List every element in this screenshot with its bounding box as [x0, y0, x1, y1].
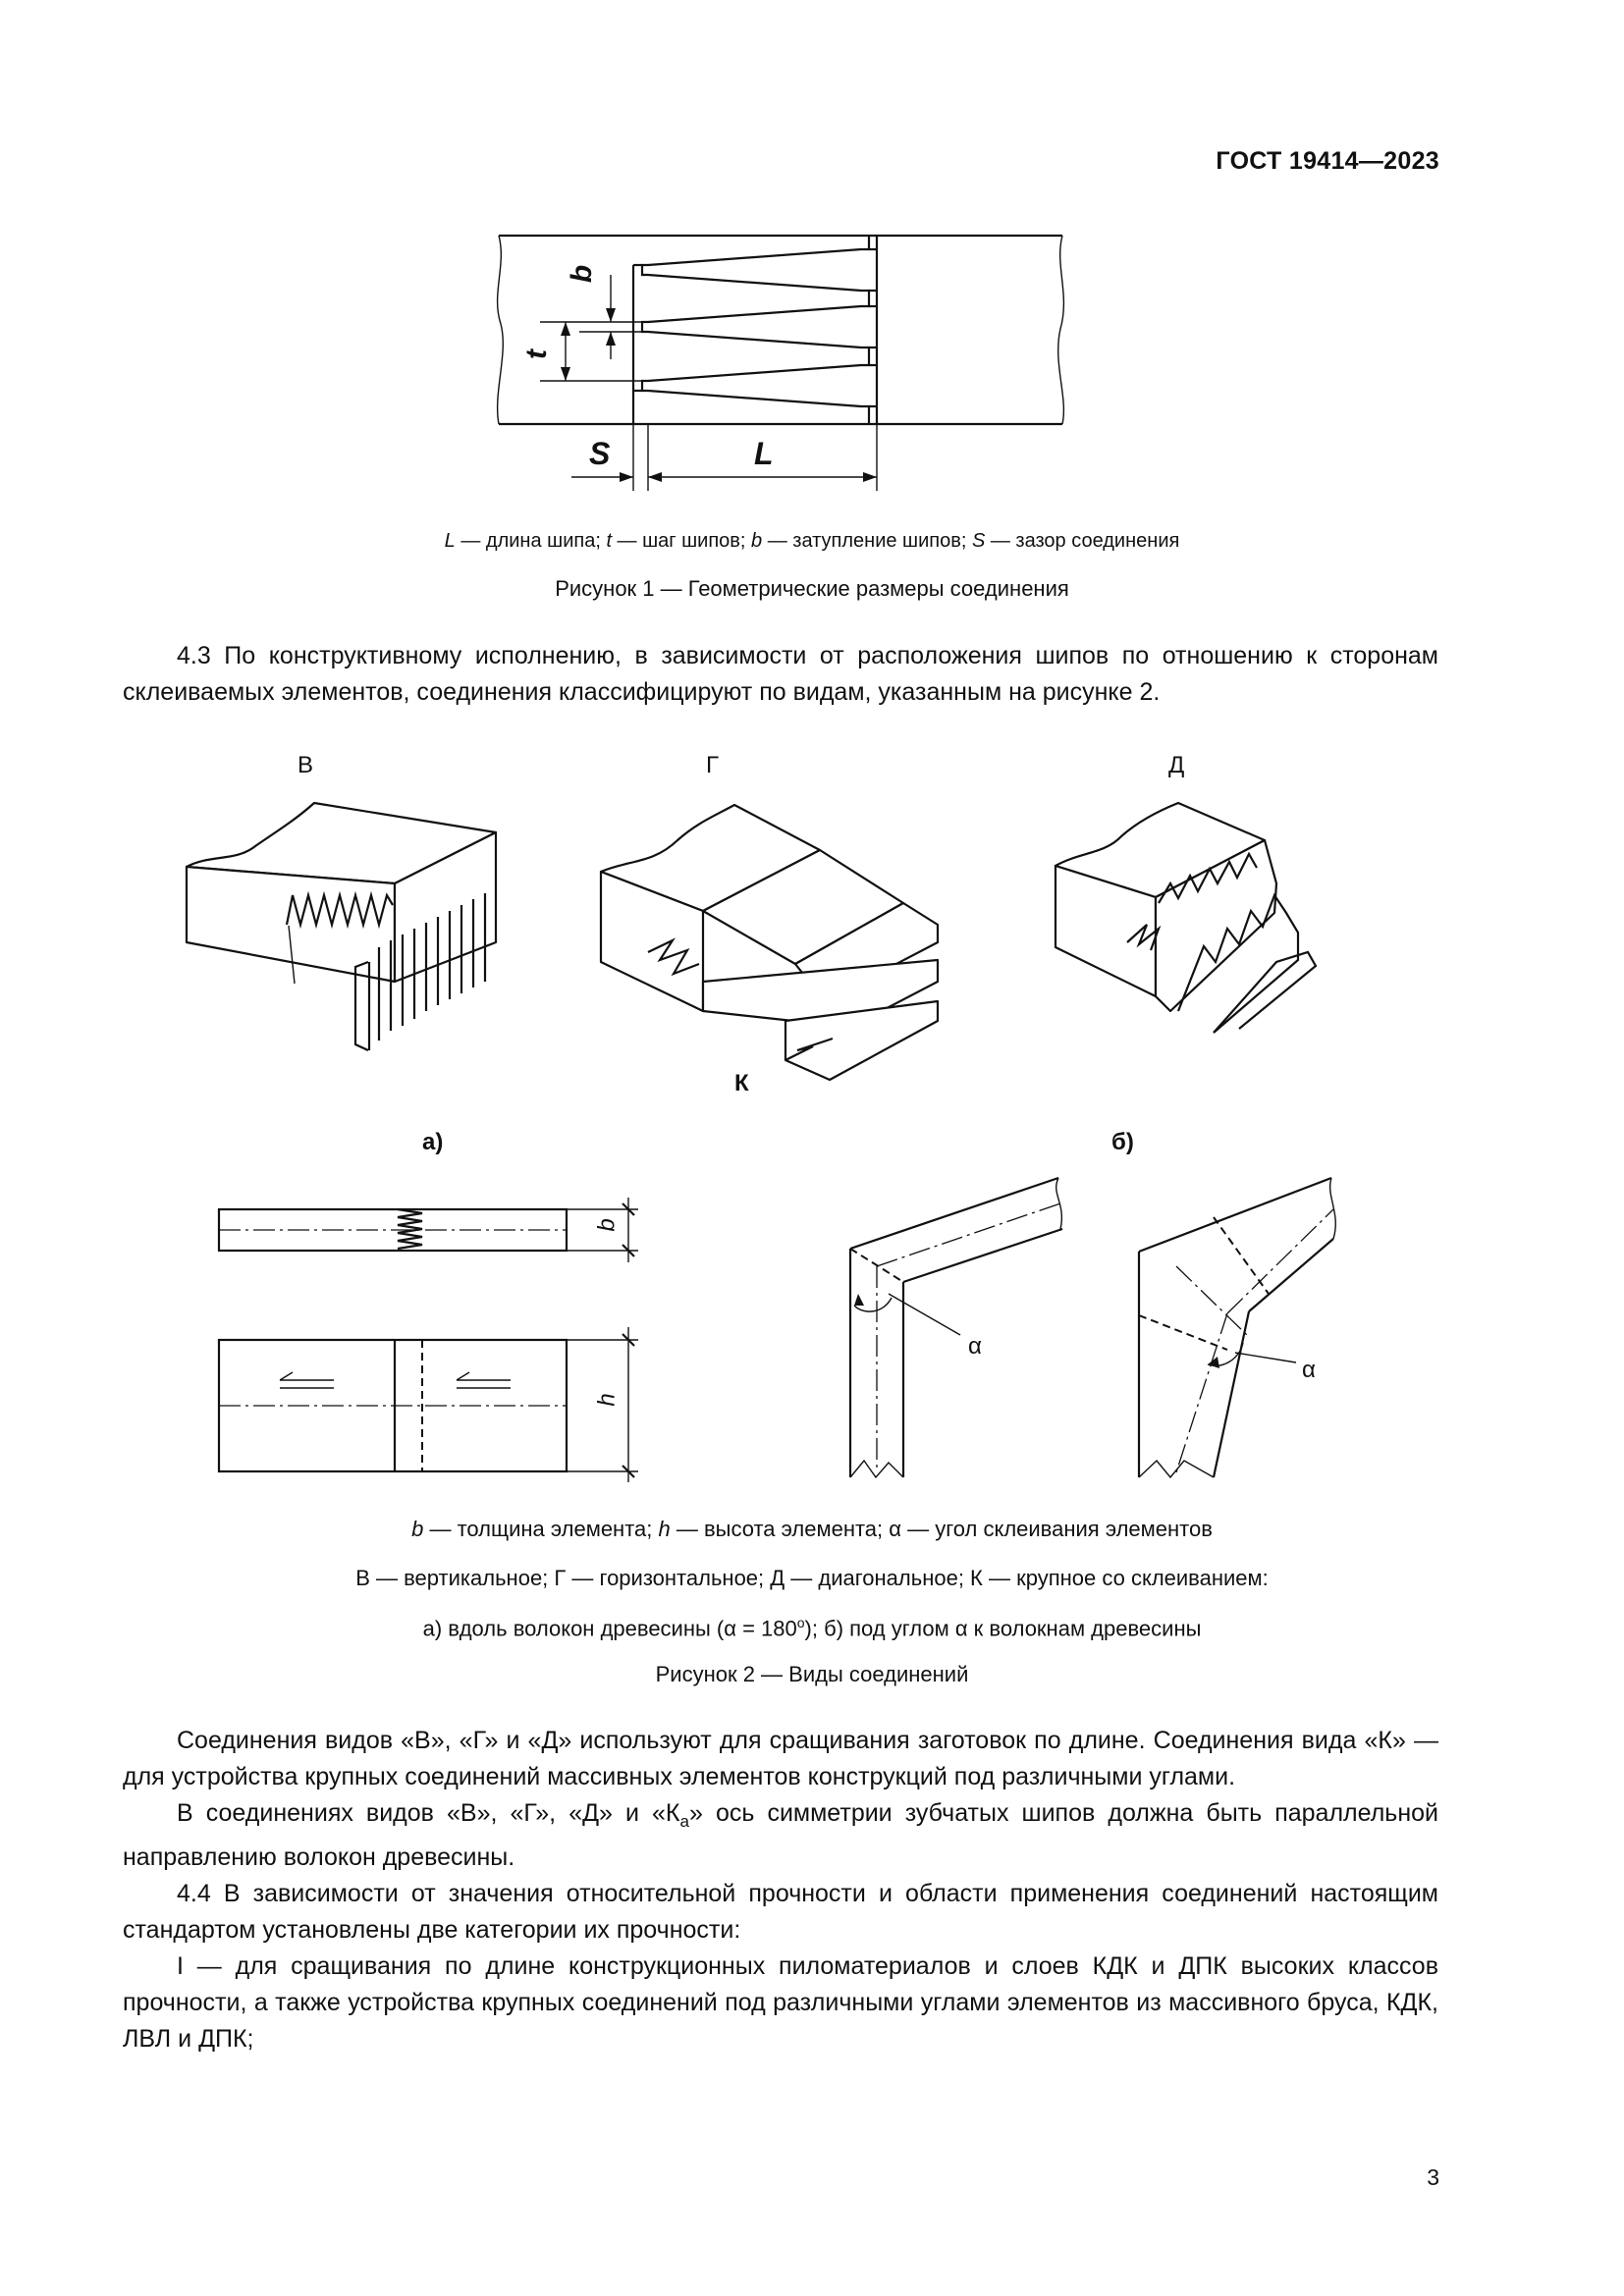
block-vertical [187, 803, 496, 1050]
k-a-thickness-view [219, 1198, 638, 1262]
dim-label-height: h [593, 1393, 621, 1407]
figure2-legend-line3: а) вдоль волокон древесины $(\alpha = 180^o)$; б) под углом α к волокнам древесины [422, 1615, 1202, 1641]
paragraph-symmetry: В соединениях видов «В», «Г», «Д» и «$К_а$» ось симметрии зубчатых шипов должна быть параллельной направлению волокон древесины. [123, 1799, 1438, 1871]
paragraph-usage: Соединения видов «В», «Г» и «Д» используют для сращивания заготовок по длине. Соединения вида «К» — для устройства крупных соединений массивных элементов конструкций под различными углами. [123, 1727, 1438, 1790]
type-label-g: Г [706, 752, 719, 778]
figure1-legend: L — длина шипа; t — шаг шипов; b — затупление шипов; S — зазор соединения [444, 530, 1180, 552]
paragraph-4-3: 4.3 По конструктивному исполнению, в зависимости от расположения шипов по отношению к сторонам склеиваемых элементов, соединения классифицируют по видам, указанным на рисунке 2. [123, 642, 1438, 706]
subfigure-b-label: б) [1111, 1129, 1134, 1155]
document-code: ГОСТ 19414—2023 [1216, 147, 1439, 175]
body-text [123, 1723, 1438, 2057]
page-number: 3 [1427, 2164, 1439, 2190]
subfigure-a-label: а) [422, 1129, 444, 1155]
k-a-height-view [219, 1327, 638, 1482]
k-b-right-angle [1139, 1178, 1335, 1477]
angle-label-left: α [968, 1333, 982, 1360]
type-label-k: К [734, 1070, 749, 1096]
block-horizontal [601, 805, 938, 1080]
type-label-v: В [298, 752, 314, 778]
dim-label-t: t [520, 349, 553, 359]
dim-label-l: L [754, 436, 774, 471]
figure2-legend-line1: b — толщина элемента; h — высота элемента; α — угол склеивания элементов [411, 1517, 1213, 1541]
block-diagonal [1056, 803, 1316, 1033]
angle-label-right: α [1302, 1357, 1316, 1383]
paragraph-4-4: 4.4 В зависимости от значения относительной прочности и области применения соединений настоящим стандартом установлены две категории их прочности: [123, 1880, 1438, 1944]
type-label-d: Д [1168, 752, 1185, 778]
paragraph-category-1: I — для сращивания по длине конструкционных пиломатериалов и слоев КДК и ДПК высоких классов прочности, а также устройства крупных соединений под различными углами элементов из массивного бруса, КДК, ЛВЛ и ДПК; [123, 1952, 1438, 2053]
k-b-left-angle [850, 1178, 1062, 1477]
figure2-legend-line2: В — вертикальное; Г — горизонтальное; Д — диагональное; К — крупное со склеиванием: [355, 1566, 1269, 1590]
figure2-caption: Рисунок 2 — Виды соединений [655, 1662, 969, 1686]
dim-label-thickness: b [593, 1218, 621, 1232]
figure1-caption: Рисунок 1 — Геометрические размеры соединения [555, 576, 1069, 601]
dim-label-b: b [566, 264, 599, 284]
dim-label-s: S [589, 436, 611, 471]
